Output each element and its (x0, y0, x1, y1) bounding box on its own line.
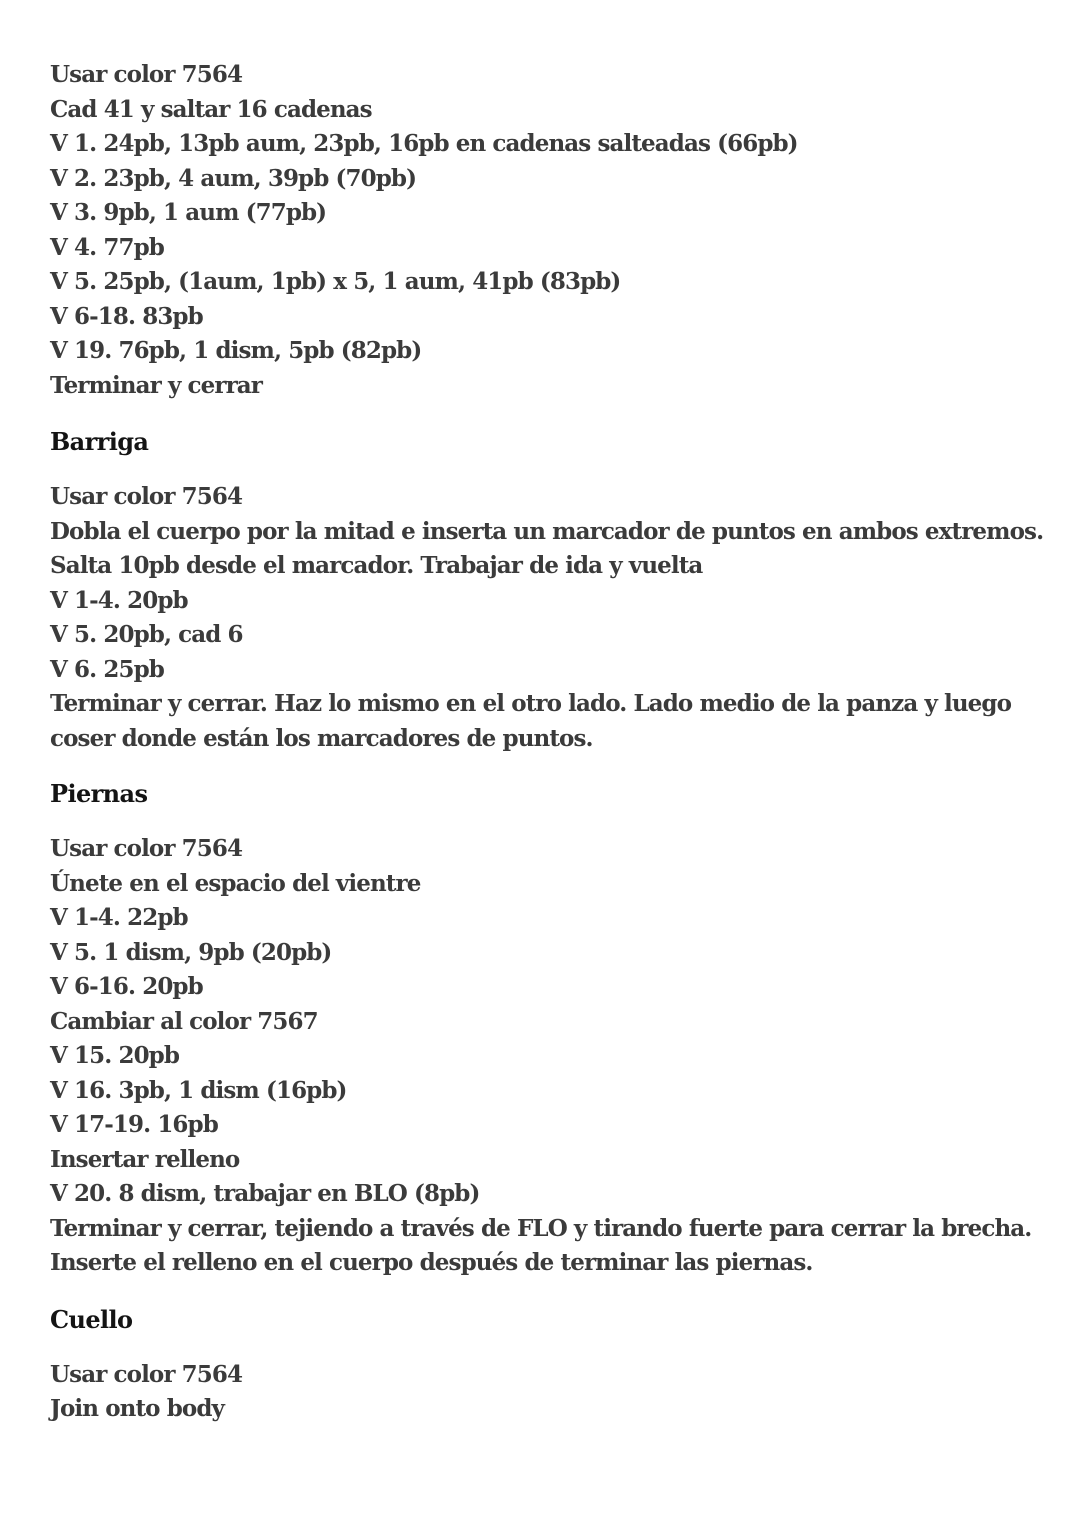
instruction-line: Terminar y cerrar, tejiendo a través de FLO y tirando fuerte para cerrar la brecha. (50, 1214, 1032, 1242)
instruction-line: Salta 10pb desde el marcador. Trabajar de ida y vuelta (50, 552, 703, 579)
instruction-line: V 17-19. 16pb (50, 1111, 218, 1138)
instruction-line: Usar color 7564 (50, 61, 243, 88)
pattern-document (50, 58, 1050, 1427)
instruction-line: V 5. 25pb, (1aum, 1pb) x 5, 1 aum, 41pb (83pb) (50, 268, 621, 295)
instruction-line: Únete en el espacio del vientre (50, 869, 421, 897)
instruction-line: Dobla el cuerpo por la mitad e inserta un marcador de puntos en ambos extremos. (50, 517, 1044, 545)
section-heading-cuello: Cuello (50, 1304, 133, 1334)
instruction-line: V 15. 20pb (50, 1042, 180, 1069)
instruction-line: V 16. 3pb, 1 dism (16pb) (50, 1076, 347, 1104)
instruction-line: Usar color 7564 (50, 483, 243, 510)
instruction-line: V 6-16. 20pb (50, 973, 203, 1000)
instruction-line: V 5. 1 dism, 9pb (20pb) (50, 938, 332, 966)
section-barriga (50, 480, 1050, 756)
instruction-line: Inserte el relleno en el cuerpo después de terminar las piernas. (50, 1249, 813, 1276)
instruction-line: V 5. 20pb, cad 6 (50, 621, 243, 648)
instruction-line: Join onto body (50, 1395, 224, 1422)
instruction-line: Insertar relleno (50, 1145, 240, 1173)
instruction-line: V 19. 76pb, 1 dism, 5pb (82pb) (50, 337, 422, 364)
instruction-line: V 20. 8 dism, trabajar en BLO (8pb) (50, 1180, 480, 1207)
instruction-line: V 2. 23pb, 4 aum, 39pb (70pb) (50, 164, 417, 192)
instruction-line: V 1. 24pb, 13pb aum, 23pb, 16pb en cadenas salteadas (66pb) (50, 130, 798, 157)
instruction-line: V 4. 77pb (50, 233, 164, 261)
instruction-line: Usar color 7564 (50, 835, 243, 862)
section-heading-piernas: Piernas (50, 779, 148, 808)
section-piernas (50, 832, 1050, 1281)
instruction-line: Terminar y cerrar (50, 371, 263, 399)
section-intro (50, 58, 1050, 403)
instruction-line: V 1-4. 22pb (50, 904, 188, 931)
instruction-line: V 3. 9pb, 1 aum (77pb) (50, 199, 327, 226)
instruction-line: Cambiar al color 7567 (50, 1007, 318, 1035)
instruction-line: V 1-4. 20pb (50, 586, 188, 614)
instruction-line: Terminar y cerrar. Haz lo mismo en el otro lado. Lado medio de la panza y luego coser donde están los marcadores de puntos. (50, 690, 1012, 752)
section-heading-barriga: Barriga (50, 427, 149, 456)
section-cuello (50, 1358, 1050, 1427)
instruction-line: Cad 41 y saltar 16 cadenas (50, 95, 372, 123)
instruction-line: V 6. 25pb (50, 655, 164, 683)
instruction-line: V 6-18. 83pb (50, 302, 203, 330)
instruction-line: Usar color 7564 (50, 1360, 243, 1388)
